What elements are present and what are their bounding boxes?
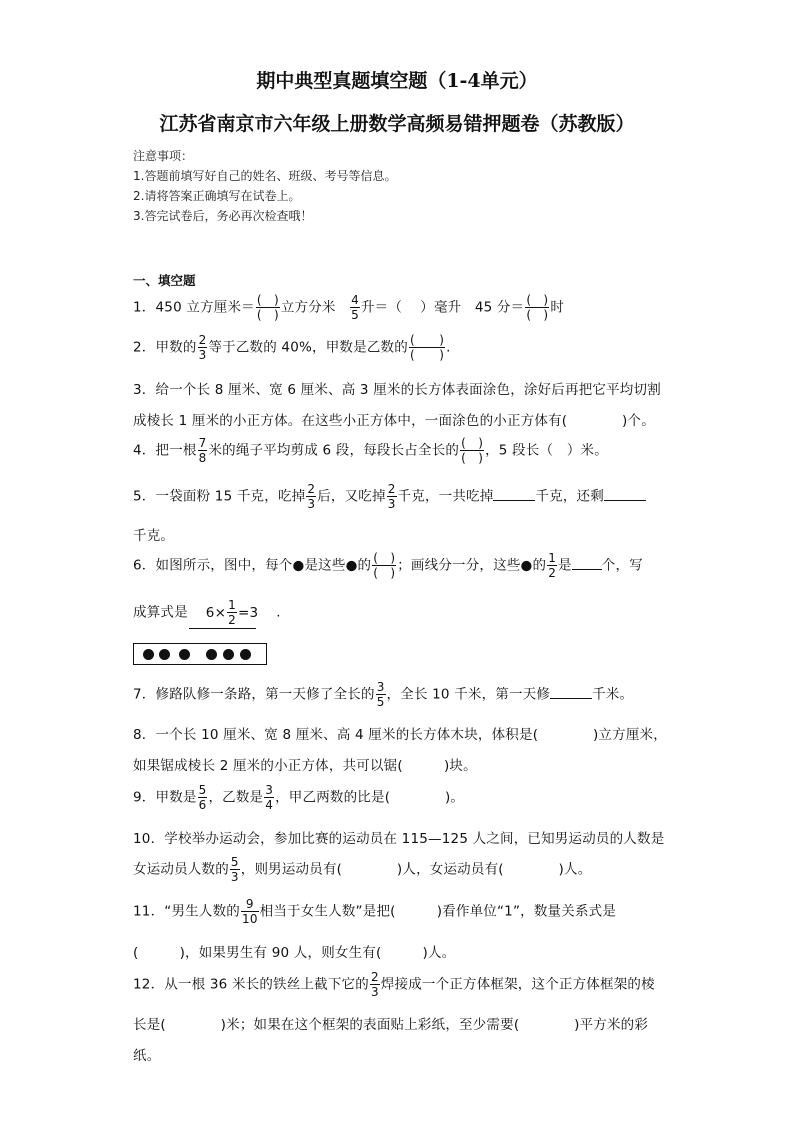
fraction: $\frac{( )}{( )}$ [409,333,445,362]
question-5-line-2: 千克。 [133,528,175,544]
fraction: $\frac{( )}{( )}$ [526,293,549,322]
question-4: 4．把一根 $\frac{7}{8}$ 米的绳子平均剪成 6 段，每段长占全长的 $\frac{( )}{( )}$ ，5 段长（ ）米。 [133,436,608,465]
fraction: $\frac{5}{6}$ [198,783,207,812]
question-12: 12．从一根 36 米长的铁丝上截下它的 $\frac{2}{3}$ 焊接成一个正方体框架，这个正方体框架的棱 [133,970,655,999]
notes-heading: 注意事项： [133,149,194,163]
question-8-line-2: 如果锯成棱长 2 厘米的小正方体，共可以锯( )块。 [133,758,477,774]
fraction: $\frac{7}{8}$ [198,436,207,465]
fraction: $\frac{( )}{( )}$ [461,436,484,465]
question-10-line-1: 10．学校举办运动会，参加比赛的运动员在 115—125 人之间，已知男运动员的人数是 [133,831,665,847]
exam-subtitle: 江苏省南京市六年级上册数学高频易错押题卷（苏教版） [159,113,635,135]
dot [206,649,217,660]
fraction: $\frac{4}{5}$ [351,293,359,322]
fraction: $\frac{1}{2}$ [228,598,236,627]
fraction: $\frac{( )}{( )}$ [373,551,396,580]
notes-block [133,146,396,226]
expression-underline [189,628,256,629]
fraction: $\frac{9}{10}$ [241,897,258,926]
question-7: 7．修路队修一条路，第一天修了全长的 $\frac{3}{5}$ ，全长 10 千米，第一天修 千米。 [133,680,634,709]
fraction: $\frac{2}{3}$ [198,333,207,362]
question-12-line-3: 纸。 [133,1048,161,1064]
exam-title: 期中典型真题填空题（1-4单元） [256,70,538,92]
fraction: $\frac{2}{3}$ [307,482,316,511]
fraction: $\frac{3}{5}$ [376,680,385,709]
fraction: $\frac{2}{3}$ [387,482,396,511]
answer-blank[interactable] [572,557,602,570]
dot [143,649,154,660]
question-3-line-1: 3．给一个长 8 厘米、宽 6 厘米、高 3 厘米的长方体表面涂色，涂好后再把它平均切割 [133,382,661,398]
dots-figure [133,643,267,665]
fraction: $\frac{1}{2}$ [548,551,557,580]
question-5: 5．一袋面粉 15 千克，吃掉 $\frac{2}{3}$ 后，又吃掉 $\frac{2}{3}$ 千克，一共吃掉 千克，还剩 [133,482,646,511]
fraction: $\frac{3}{4}$ [265,783,274,812]
question-9: 9．甲数是 $\frac{5}{6}$ ，乙数是 $\frac{3}{4}$ ，甲乙两数的比是( )。 [133,783,465,812]
written-expression: 6× $\frac{1}{2}$ =3 [205,598,259,627]
dot [179,649,190,660]
question-1: 1．450 立方厘米＝ $\frac{( )}{( )}$ 立方分米 $\frac{4}{5}$ 升＝（ ）毫升 45 分＝ $\frac{( )}{( )}$ 时 [133,293,565,322]
question-6-line-2: 成算式是 6× $\frac{1}{2}$ =3 . [133,598,281,627]
answer-blank[interactable] [550,686,592,699]
answer-blank[interactable] [493,488,535,501]
dot [240,649,251,660]
fraction: $\frac{2}{3}$ [370,970,379,999]
dot [223,649,234,660]
answer-blank[interactable] [604,488,646,501]
fraction: $\frac{5}{3}$ [230,855,239,884]
dot [159,649,170,660]
fraction: $\frac{( )}{( )}$ [256,293,279,322]
question-8-line-1: 8．一个长 10 厘米、宽 8 厘米、高 4 厘米的长方体木块，体积是( )立方厘米， [133,727,667,743]
question-2: 2．甲数的 $\frac{2}{3}$ 等于乙数的 40%，甲数是乙数的 $\frac{( )}{( )}$ . [133,333,451,362]
section-heading: 一、填空题 [133,273,196,288]
question-10-line-2: 女运动员人数的 $\frac{5}{3}$ ，则男运动员有( )人，女运动员有( )人。 [133,855,592,884]
question-3-line-2: 成棱长 1 厘米的小正方体。在这些小正方体中，一面涂色的小正方体有( )个。 [133,413,655,429]
question-6: 6．如图所示，图中，每个●是这些●的 $\frac{( )}{( )}$ ；画线分一分，这些●的 $\frac{1}{2}$ 是 个，写 [133,551,643,580]
question-11: 11．“男生人数的 $\frac{9}{10}$ 相当于女生人数”是把( )看作单位“1”，数量关系式是 [133,897,617,926]
notes-item: 2.请将答案正确填写在试卷上。 [133,189,301,203]
question-12-line-2: 长是( )米；如果在这个框架的表面贴上彩纸，至少需要( )平方米的彩 [133,1017,649,1033]
notes-item: 1.答题前填写好自己的姓名、班级、考号等信息。 [133,169,397,183]
notes-item: 3.答完试卷后，务必再次检查哦！ [133,209,313,223]
question-11-line-2: ( )，如果男生有 90 人，则女生有( )人。 [133,945,456,961]
